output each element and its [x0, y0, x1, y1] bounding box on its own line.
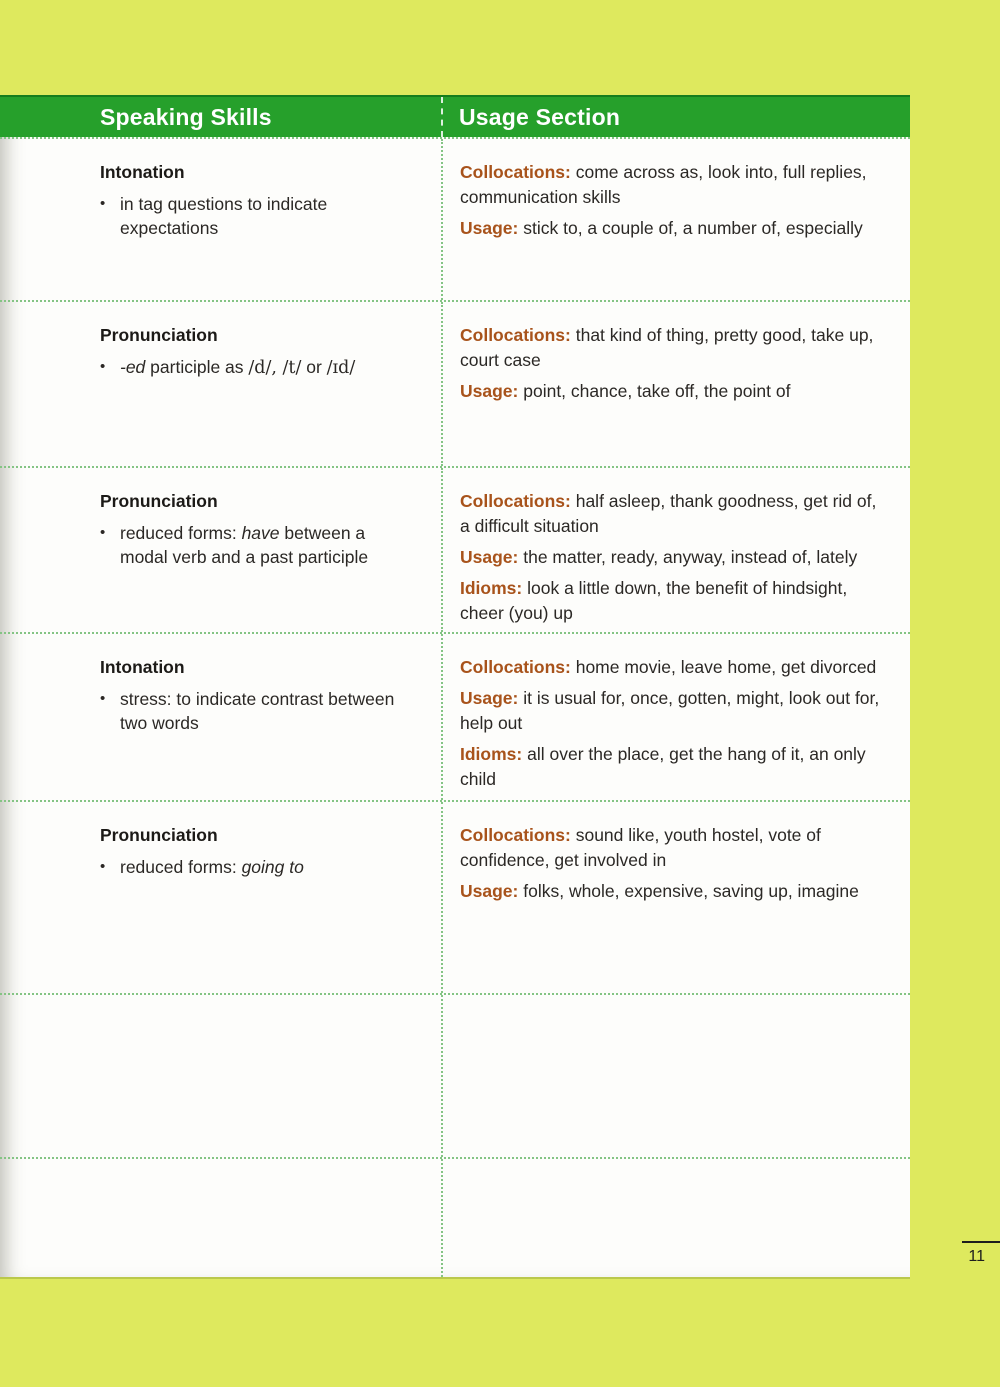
bullet-icon: • [100, 195, 106, 212]
usage-entry-text: come across as, look into, full replies, communication skills [460, 162, 867, 207]
usage-entry-label: Idioms: [460, 578, 523, 598]
column-header-usage-section: Usage Section [459, 103, 621, 130]
usage-entry [460, 823, 884, 873]
skill-cell [0, 1159, 443, 1277]
bullet-text-segment: have [241, 523, 280, 543]
skill-heading: Pronunciation [100, 491, 218, 511]
bullet-text-segment: or [301, 357, 327, 377]
usage-cell [443, 1159, 910, 1277]
bullet-item [100, 192, 415, 240]
bullet-item [100, 521, 415, 569]
skill-heading: Pronunciation [100, 325, 218, 345]
bullet-text-segment: stress: to indicate contrast between two words [120, 689, 395, 733]
skill-cell [0, 634, 443, 800]
skill-heading: Intonation [100, 162, 185, 182]
usage-entry-label: Usage: [460, 381, 519, 401]
usage-entry [460, 576, 884, 626]
usage-entry [460, 742, 884, 792]
bullet-text-segment: going to [241, 857, 304, 877]
usage-entry [460, 655, 884, 680]
bullet-text-segment: /ɪd/ [326, 358, 356, 378]
bullet-text-segment: in tag questions to indicate expectations [120, 194, 328, 238]
page-number: 11 [968, 1248, 985, 1265]
skill-cell [0, 139, 443, 300]
bullet-text [120, 192, 415, 240]
bullet-item [100, 855, 415, 879]
usage-entry-label: Collocations: [460, 325, 571, 345]
footer-rule [962, 1241, 1000, 1243]
usage-entry [460, 379, 884, 404]
usage-entry-text: point, chance, take off, the point of [523, 381, 791, 401]
usage-entry [460, 216, 884, 241]
bullet-icon: • [100, 858, 106, 875]
usage-entry-text: it is usual for, once, gotten, might, look out for, help out [460, 688, 880, 733]
table-row [0, 137, 910, 300]
usage-entry [460, 323, 884, 373]
usage-cell [443, 995, 910, 1157]
usage-entry [460, 545, 884, 570]
usage-entry [460, 879, 884, 904]
usage-entry-text: all over the place, get the hang of it, an only child [460, 744, 866, 789]
usage-entry-text: half asleep, thank goodness, get rid of, a difficult situation [460, 491, 877, 536]
skill-cell [0, 468, 443, 632]
bullet-text [120, 521, 415, 569]
bullet-icon: • [100, 524, 106, 541]
usage-entry-text: folks, whole, expensive, saving up, imagine [523, 881, 859, 901]
usage-entry-text: look a little down, the benefit of hindsight, cheer (you) up [460, 578, 848, 623]
bullet-icon: • [100, 690, 106, 707]
usage-entry-text: home movie, leave home, get divorced [575, 657, 877, 677]
usage-cell [443, 802, 910, 993]
usage-entry-label: Collocations: [460, 491, 571, 511]
usage-cell [443, 468, 910, 632]
usage-entry-text: that kind of thing, pretty good, take up, court case [460, 325, 874, 370]
bullet-text-segment: reduced forms: [120, 523, 242, 543]
table-header-row [0, 95, 910, 137]
usage-entry-label: Usage: [460, 688, 519, 708]
table-row [0, 993, 910, 1157]
usage-entry-label: Collocations: [460, 162, 571, 182]
bullet-text-segment: between a modal verb and a past participle [120, 523, 369, 567]
table-row [0, 300, 910, 466]
bullet-text-segment: -ed [120, 357, 146, 377]
skill-cell [0, 802, 443, 993]
usage-entry-label: Collocations: [460, 825, 571, 845]
usage-entry-text: the matter, ready, anyway, instead of, lately [523, 547, 858, 567]
table-row [0, 800, 910, 993]
bullet-text [120, 687, 415, 735]
bullet-item [100, 355, 415, 380]
usage-entry-label: Idioms: [460, 744, 523, 764]
usage-cell [443, 139, 910, 300]
bullet-icon: • [100, 358, 106, 375]
usage-entry-label: Collocations: [460, 657, 571, 677]
usage-entry-text: stick to, a couple of, a number of, especially [523, 218, 863, 238]
table-row [0, 1157, 910, 1277]
bullet-text [120, 855, 415, 879]
bullet-text-segment: participle as [145, 357, 249, 377]
table-body [0, 137, 910, 1277]
bullet-text-segment: reduced forms: [120, 857, 242, 877]
column-header-speaking-skills: Speaking Skills [0, 97, 443, 137]
skill-heading: Intonation [100, 657, 185, 677]
skill-heading: Pronunciation [100, 825, 218, 845]
bullet-text-segment: /d/, /t/ [248, 358, 302, 378]
table-row [0, 466, 910, 632]
usage-cell [443, 634, 910, 800]
bullet-text [120, 355, 415, 380]
usage-cell [443, 302, 910, 466]
skill-cell [0, 302, 443, 466]
usage-entry [460, 160, 884, 210]
usage-entry-label: Usage: [460, 218, 519, 238]
skills-usage-table [0, 95, 910, 1277]
usage-entry-text: sound like, youth hostel, vote of confidence, get involved in [460, 825, 821, 870]
usage-entry [460, 686, 884, 736]
usage-entry [460, 489, 884, 539]
table-row [0, 632, 910, 800]
skill-cell [0, 995, 443, 1157]
usage-entry-label: Usage: [460, 547, 519, 567]
usage-entry-label: Usage: [460, 881, 519, 901]
bullet-item [100, 687, 415, 735]
